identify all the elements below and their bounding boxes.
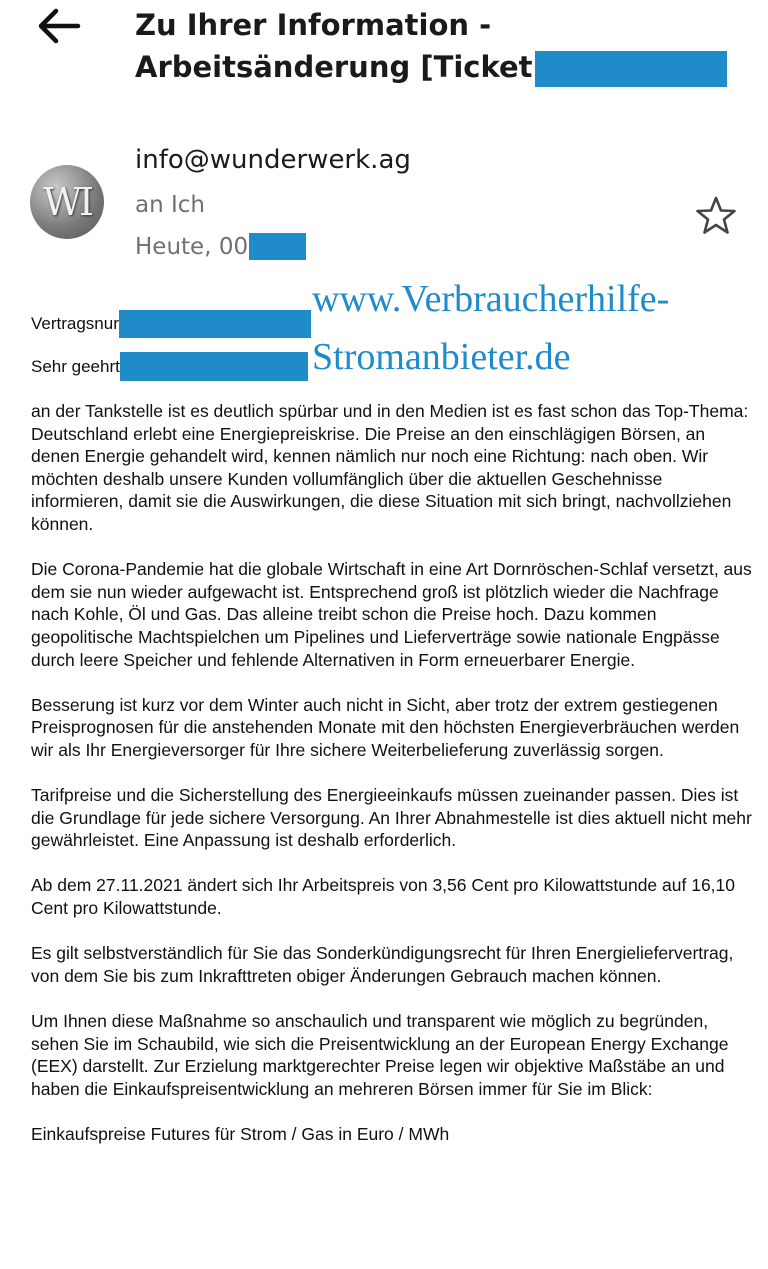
body-paragraph: Tarifpreise und die Sicherstellung des Energieeinkaufs müssen zueinander passen. Dies ist die Grundlage für jede sichere Versorgung. An Ihrer Abnahmestelle ist dies aktuell nicht mehr gewährleistet. Eine Anpassung ist deshalb erforderlich. (31, 785, 752, 851)
chart-caption: Einkaufspreise Futures für Strom / Gas in Euro / MWh (31, 1124, 450, 1144)
body-paragraph: Besserung ist kurz vor dem Winter auch nicht in Sicht, aber trotz der extrem gestiegenen Preisprognosen für die anstehenden Monate mit den höchsten Energieverbräuchen werden wir als Ihr Energieversorger für Ihre sichere Weiterbelieferung zuverlässig sorgen. (31, 694, 740, 760)
salutation-text: Sehr geehrt (31, 356, 120, 376)
subject-line-1: Zu Ihrer Information - (135, 8, 492, 42)
contract-number-label: Vertragsnur (31, 314, 119, 333)
body-paragraph: Es gilt selbstverständlich für Sie das Sonderkündigungsrecht für Ihren Energieliefervertrag, von dem Sie bis zum Inkrafttreten obiger Änderungen Gebrauch machen können. (31, 943, 734, 986)
redaction-bar (535, 51, 727, 87)
body-paragraph: Ab dem 27.11.2021 ändert sich Ihr Arbeitspreis von 3,56 Cent pro Kilowattstunde auf 16,10 Cent pro Kilowattstunde. (31, 875, 736, 919)
salutation-line (31, 352, 308, 381)
back-arrow-icon[interactable] (36, 6, 82, 46)
watermark (312, 270, 669, 386)
email-body (31, 400, 756, 1168)
redaction-bar (120, 352, 308, 381)
redaction-bar (119, 310, 311, 338)
watermark-line-2: Stromanbieter.de (312, 336, 571, 378)
sender-avatar[interactable] (30, 165, 104, 239)
body-paragraph: Um Ihnen diese Maßnahme so anschaulich und transparent wie möglich zu begründen, sehen Sie im Schaubild, wie sich die Preisentwicklung an der European Energy Exchange (EEX) darstellt. Zur Erzielung marktgerechter Preise legen wir objektive Maßstäbe an und haben die Einkaufspreisentwicklung an mehreren Börsen immer für Sie im Blick: (31, 1011, 729, 1099)
avatar-initials: WI (42, 180, 92, 224)
received-date (135, 233, 306, 260)
watermark-line-1: www.Verbraucherhilfe- (312, 278, 670, 320)
sender-email[interactable]: info@wunderwerk.ag (135, 145, 411, 175)
body-paragraph: Die Corona-Pandemie hat die globale Wirtschaft in eine Art Dornröschen-Schlaf versetzt, aus dem sie nun wieder aufgewacht ist. Entsprechend groß ist plötzlich wieder die Nachfrage nach Kohle, Öl und Gas. Das alleine treibt schon die Preise hoch. Dazu kommen geopolitische Machtspielchen um Pipelines und Lieferverträge sowie nationale Engpässe durch leere Speicher und fehlende Alternativen in Form erneuerbarer Energie. (31, 559, 752, 670)
subject-line-2: Arbeitsänderung [Ticket (135, 50, 533, 84)
body-paragraph: an der Tankstelle ist es deutlich spürbar und in den Medien ist es fast schon das Top-Thema: Deutschland erlebt eine Energiepreiskrise. Die Preise an den einschlägigen Börsen, an denen Energie gehandelt wird, kennen nämlich nur noch eine Richtung: nach oben. Wir möchten deshalb unsere Kunden vollumfänglich über die aktuellen Geschehnisse informieren, damit sie die Auswirkungen, die diese Situation mit sich bringt, nachvollziehen können. (31, 401, 749, 534)
star-icon[interactable] (695, 195, 737, 235)
redaction-bar (249, 233, 306, 260)
date-text: Heute, 00 (135, 233, 249, 260)
contract-number-line (31, 310, 311, 338)
email-subject (135, 4, 735, 88)
recipient-label[interactable]: an Ich (135, 192, 205, 218)
